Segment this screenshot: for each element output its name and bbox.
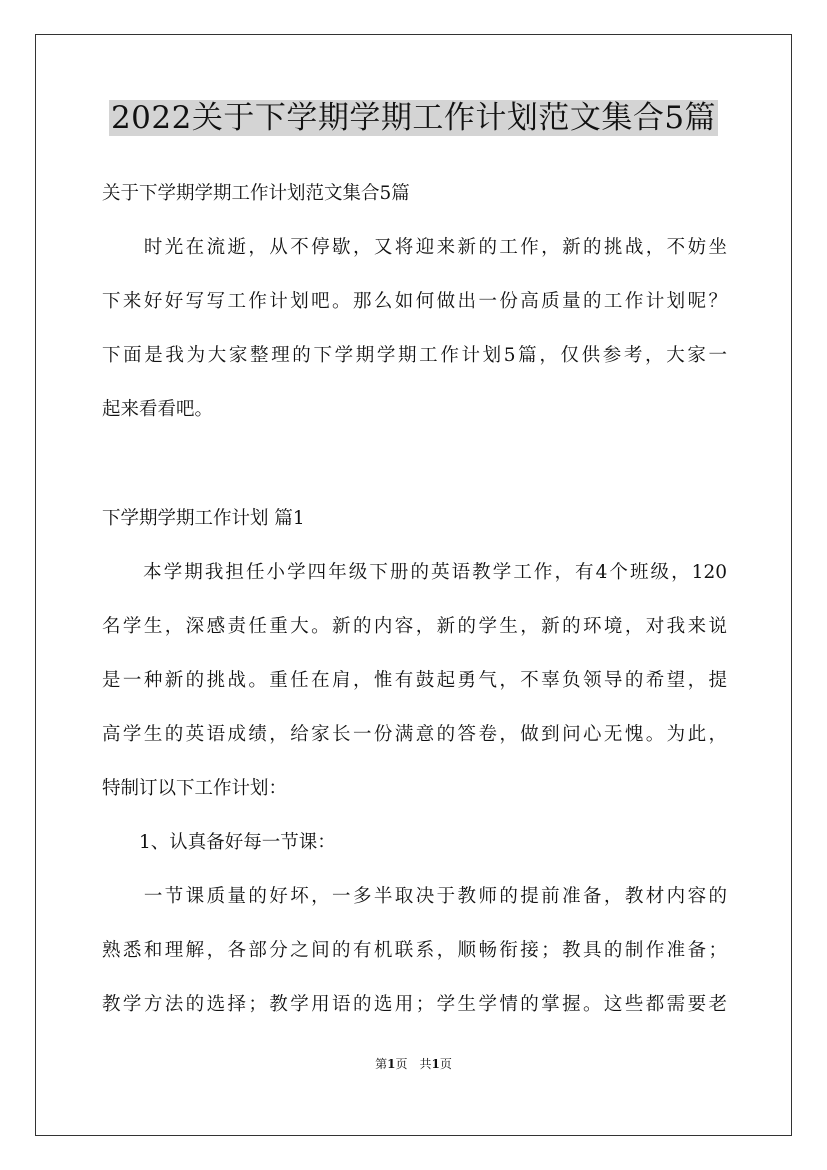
paragraph-line: 下面是我为大家整理的下学期学期工作计划5篇，仅供参考，大家一 [102, 345, 727, 366]
paragraph-line: 本学期我担任小学四年级下册的英语教学工作，有4个班级，120 [102, 562, 727, 583]
paragraph-line: 下来好好写写工作计划吧。那么如何做出一份高质量的工作计划呢？ [102, 291, 727, 312]
footer-total-number: 1 [431, 1057, 440, 1071]
paragraph-line: 特制订以下工作计划： [102, 778, 288, 799]
footer-page-suffix: 页 共 [395, 1057, 432, 1071]
list-item-heading: 1、认真备好每一节课： [102, 832, 336, 853]
paragraph-line: 名学生，深感责任重大。新的内容，新的学生，新的环境，对我来说 [102, 616, 727, 637]
footer-page-number: 1 [387, 1057, 396, 1071]
footer-total-suffix: 页 [439, 1057, 452, 1071]
document-title: 2022关于下学期学期工作计划范文集合5篇 [110, 100, 717, 136]
page-footer [0, 1056, 827, 1072]
paragraph-line: 一节课质量的好坏，一多半取决于教师的提前准备，教材内容的 [102, 886, 727, 907]
paragraph-line: 时光在流逝，从不停歇，又将迎来新的工作，新的挑战，不妨坐 [102, 237, 727, 258]
section-heading: 下学期学期工作计划 篇1 [102, 508, 305, 529]
paragraph-line: 熟悉和理解，各部分之间的有机联系，顺畅衔接；教具的制作准备； [102, 940, 727, 961]
paragraph-line: 起来看看吧。 [102, 399, 214, 420]
document-title-wrap [0, 96, 827, 140]
paragraph-line: 教学方法的选择；教学用语的选用；学生学情的掌握。这些都需要老 [102, 994, 727, 1015]
paragraph-line: 是一种新的挑战。重任在肩，惟有鼓起勇气，不辜负领导的希望，提 [102, 670, 727, 691]
subtitle-line: 关于下学期学期工作计划范文集合5篇 [102, 183, 410, 204]
paragraph-line: 高学生的英语成绩，给家长一份满意的答卷，做到问心无愧。为此， [102, 724, 727, 745]
footer-page-prefix: 第 [375, 1057, 388, 1071]
